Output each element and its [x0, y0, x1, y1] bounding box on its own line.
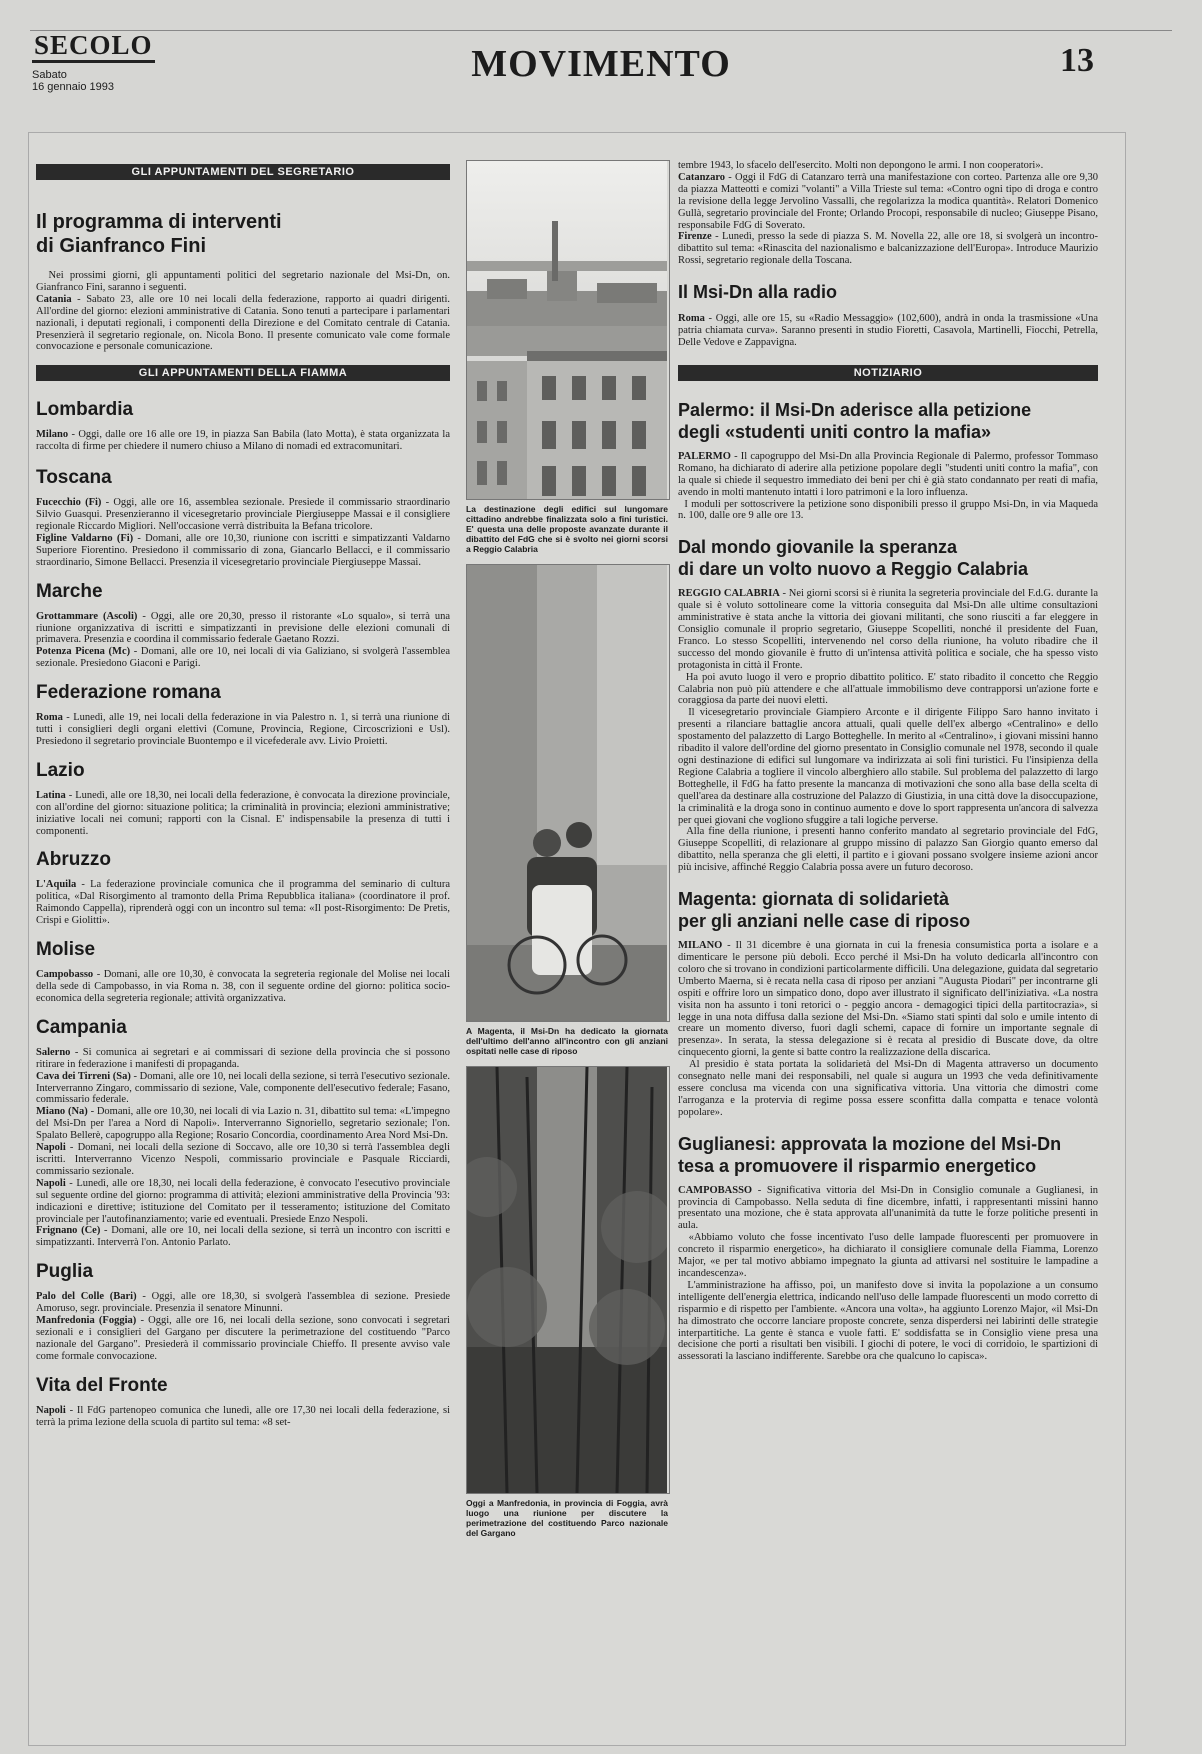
- photo-column: [466, 160, 668, 1538]
- appointment: Catania - Sabato 23, alle ore 10 nei locali della federazione, rapporto ai quadri dirigenti. All'ordine del giorno: elezioni amministrative di Catania. Sono tenuti a partecipare i parlamentari nazionali, i deputati regionali, i componenti della Direzione e del Comitato centrale di Catania. Presenzierà il segretario regionale, on. Nicola Bono. Il presente comunicato vale come formale convocazione e personale comunicazione.: [36, 293, 450, 353]
- section-title: MOVIMENTO: [471, 43, 731, 85]
- article-headline: per gli anziani nelle case di riposo: [678, 911, 971, 932]
- appointment: Campobasso - Domani, alle ore 10,30, è convocata la segreteria regionale del Molise nei locali della sede di Campobasso, in via Roma n. 38, con il seguente ordine del giorno: politica socio-economica della segreteria regionale; attività organizzativa.: [36, 969, 450, 1004]
- appointment: Palo del Colle (Bari) - Oggi, alle ore 18,30, si svolgerà l'assemblea di sezione. Presiede Amoruso, segr. provinciale. Presenzia il senatore Minunni.: [36, 1291, 450, 1315]
- article-headline: degli «studenti uniti contro la mafia»: [678, 421, 992, 442]
- article-title: di Gianfranco Fini: [36, 235, 207, 257]
- article-headline: di dare un volto nuovo a Reggio Calabria: [678, 559, 1029, 580]
- article-headline: tesa a promuovere il risparmio energetico: [678, 1155, 1037, 1176]
- region-heading: Federazione romana: [36, 682, 221, 704]
- region-heading: Toscana: [36, 467, 112, 489]
- article-body: Ha poi avuto luogo il vero e proprio dibattito politico. E' stato ribadito il concetto che Reggio Calabria non può più attendere e che all'attuale immobilismo deve contrapporsi un'azione forte e coraggiosa da parte dei nuovi eletti.: [678, 671, 1098, 707]
- article-body: REGGIO CALABRIA - Nei giorni scorsi si è riunita la segreteria provinciale del F.d.G. durante la quale si è voluto sottolineare come la vittoria conseguita dal Msi-Dn alle ultime consultazioni amministrative è stata anche la vittoria dei giovani militanti, che sono riusciti a far eleggere in Consiglio comunale il proprio segretario, Giuseppe Scopelliti, nonché il presidente del Fuan, Franco. Lo stesso Scopelliti, intervenendo nel corso della riunione, ha voluto ribadire che il successo del mondo giovanile è frutto di un'intensa attività politica e sociale, che ha spesso visto protagonista in città il Fronte.: [678, 588, 1098, 671]
- article-body: MILANO - Il 31 dicembre è una giornata in cui la frenesia consumistica porta a isolare e a dimenticare le persone più deboli. Ecco perché il Msi-Dn ha voluto dedicarla all'incontro con coloro che si trovano in condizioni particolarmente difficili. Una delegazione, guidata dal segretario Umberto Maerna, si è recata nella casa di riposo per anziani "Augusta Piodari" per incontrarne gli ospiti e offrire loro un simpatico dono, dopo aver illustrato il significato dell'iniziativa. «La nostra visita non ha assunto i toni retorici o - peggio ancora - demagogici tipici della partitocrazia», si legge in una nota diffusa dalla sezione del Msi-Dn. «Siamo stati spinti dal solo e umile intento di creare un momento diverso, fuori dagli schemi, capace di fornire un importante segnale di presenza». In serata, la stessa delegazione si è recata al presidio di Buscate dove, da oltre cinquecento giorni, la gente si batte contro la realizzazione della discarica.: [678, 940, 1098, 1059]
- appointment: Frignano (Ce) - Domani, alle ore 10, nei locali della sezione, si terrà un incontro con iscritti e simpatizzanti. Interverrà l'on. Antonio Parlato.: [36, 1225, 450, 1249]
- appointment: Napoli - Il FdG partenopeo comunica che lunedì, alle ore 17,30 nei locali della federazione, si terrà la prima lezione della scuola di partito sul tema: «8 set-: [36, 1404, 450, 1428]
- article-headline: Dal mondo giovanile la speranza: [678, 537, 958, 558]
- region-heading: Vita del Fronte: [36, 1374, 168, 1396]
- article-headline: Guglianesi: approvata la mozione del Msi-Dn: [678, 1133, 1062, 1154]
- appointment: Figline Valdarno (Fi) - Domani, alle ore 10,30, riunione con iscritti e simpatizzanti Valdarno Superiore Fiorentino. Presiedono il commissario di zona, Giancarlo Bellacci, e il commissario straordinario, Simone Bellacci. Presenzia il vicesegretario provinciale Piergiuseppe Massai.: [36, 532, 450, 568]
- article-headline: Palermo: il Msi-Dn aderisce alla petizione: [678, 399, 1032, 420]
- appointment: Catanzaro - Oggi il FdG di Catanzaro terrà una manifestazione con corteo. Partenza alle ore 9,30 da piazza Matteotti e comizi "volanti" a Villa Trieste sul tema: «Contro ogni tipo di droga e contro la revisione della legge Jervolino Vassalli, che regolarizza la modica quantità». Relatori Domenico Gullà, segretario provinciale del Fronte; Orlando Procopi, responsabile di nucleo; Giuseppe Pisano, responsabile FdG di Soverato.: [678, 171, 1098, 231]
- article-body: I moduli per sottoscrivere la petizione sono disponibili presso il gruppo Msi-Dn, in via Maqueda n. 100, dalle ore 9 alle ore 13.: [678, 498, 1099, 522]
- photo-buildings: [466, 160, 670, 500]
- section-bar-notiziario: NOTIZIARIO: [678, 365, 1098, 381]
- right-column: [678, 160, 1098, 1363]
- newspaper-logo: SECOLO: [32, 30, 155, 63]
- region-heading: Marche: [36, 580, 103, 602]
- page-number: 13: [1060, 42, 1094, 79]
- article-body: Roma - Oggi, alle ore 15, su «Radio Messaggio» (102,600), andrà in onda la trasmissione «Una patria chiamata curva». Saranno presenti in studio Fioretti, Casavola, Martinelli, Fiocchi, Petrella, Delle Vedove e Zappavigna.: [678, 313, 1098, 348]
- photo-caption: A Magenta, il Msi-Dn ha dedicato la giornata dell'ultimo dell'anno all'incontro con gli anziani ospitati nelle case di riposo: [466, 1026, 668, 1056]
- article-body: CAMPOBASSO - Significativa vittoria del Msi-Dn in Consiglio comunale a Guglianesi, in provincia di Campobasso. Nella seduta di fine dicembre, infatti, i rappresentanti missini hanno presentato una mozione, che è stata approvata all'unanimità da tutte le forze politiche presenti in aula.: [678, 1184, 1098, 1232]
- article-body: L'amministrazione ha affisso, poi, un manifesto dove si invita la popolazione a un consumo intelligente dell'energia elettrica, indicando nell'uso delle lampade fluorescenti un modo corretto di risparmio e di rispetto per l'ambiente. «Ancora una volta», ha aggiunto Lorenzo Major, «il Msi-Dn ha dimostrato che occorre lanciare proposte concrete, senza disperdersi nei labirinti delle strategie interpartitiche. La gente è stanca e vuole fatti. E' soddisfatta se in Consiglio viene presa una decisione che porti a risultati ben visibili. I giochi di potere, le voci di corridoio, le spartizioni di assessorati la lasciano indifferente. Sarebbe ora che qualcuno lo capisca».: [678, 1279, 1098, 1363]
- article-body: Il vicesegretario provinciale Giampiero Arconte e il dirigente Filippo Saro hanno invitato i presenti a rilanciare battaglie ancora attuali, quali quelle dell'ex albergo «Centralino» e dello spostamento del palazzetto di Largo Botteghelle. In merito al «Centralino», i giovani missini hanno ribadito il valore dell'ordine del giorno presentato in Consiglio comunale nel 1978, secondo il quale ogni destinazione di edifici sul lungomare va indirizzata ai soli fini turistici. Fu l'insipienza della Regione Calabria a togliere il vincolo alberghiero allo stabile. Sul problema del palazzetto di largo Botteghelle, il FdG ha fatto presente la mancanza di motivazioni che sono alla base della scelta di quell'area da destinare alla costruzione del Palazzo di Giustizia, in una città dove la disoccupazione, la criminalità e la droga sono in continuo aumento e dove lo sport rappresenta un'ancora di salvezza per quei giovani che vogliono sfuggire a tali logiche perverse.: [678, 707, 1098, 826]
- article-body: PALERMO - Il capogruppo del Msi-Dn alla Provincia Regionale di Palermo, professor Tommaso Romano, ha dichiarato di aderire alla petizione popolare degli "studenti uniti contro la mafia", con la quale si chiede il sequestro immediato dei beni per chi è già stato condannato per reati di mafia, avendo in molti mantenuto intatti i loro patrimoni e la loro influenza.: [678, 450, 1098, 498]
- appointment: Latina - Lunedì, alle ore 18,30, nei locali della federazione, è convocata la direzione provinciale, con all'ordine del giorno: situazione politica; la criminalità in provincia; elezioni amministrative; iniziative locali nei comuni; rapporti con la Cisnal. E' indispensabile la presenza di tutti i componenti.: [36, 789, 450, 837]
- appointment: L'Aquila - La federazione provinciale comunica che il programma del seminario di cultura politica, «Dal Risorgimento al tramonto della Prima Repubblica italiana» (coordinatore il prof. Raimondo Cappella), riprenderà oggi con un incontro sul tema: «Il post-Risorgimento: De Pretis, Crispi e Giolitti».: [36, 879, 450, 927]
- appointment: Manfredonia (Foggia) - Oggi, alle ore 16, nei locali della sezione, sono convocati i segretari sezionali e i consiglieri del Gargano per discutere la perimetrazione del costituendo "Parco nazionale del Gargano". Presiederà il commissario provinciale Chieffo. Il presente avviso vale come formale convocazione.: [36, 1315, 450, 1362]
- photo-elderly: [466, 564, 670, 1022]
- left-column: [36, 160, 450, 1428]
- photo-forest: [466, 1066, 670, 1494]
- region-heading: Molise: [36, 939, 96, 961]
- region-heading: Puglia: [36, 1261, 94, 1283]
- photo-caption: Oggi a Manfredonia, in provincia di Foggia, avrà luogo una riunione per discutere la perimetrazione del costituendo Parco nazionale del Gargano: [466, 1498, 668, 1538]
- appointment: Milano - Oggi, dalle ore 16 alle ore 19, in piazza San Babila (lato Motta), è stata organizzata la raccolta di firme per chiedere il numero chiuso a Milano di nomadi ed extracomunitari.: [36, 429, 450, 453]
- photo-caption: La destinazione degli edifici sul lungomare cittadino andrebbe finalizzata solo a fini turistici. E' questa una delle proposte avanzate durante il dibattito del FdG che si è svolto nei giorni scorsi a Reggio Calabria: [466, 504, 668, 554]
- appointment: Roma - Lunedì, alle 19, nei locali della federazione in via Palestro n. 1, si terrà una riunione di tutti i consiglieri degli organi elettivi (Comune, Provincia, Regione, Circoscrizioni e Usl). Presiedono il segretario provinciale Buontempo e il vicefederale avv. Livio Proietti.: [36, 712, 450, 747]
- appointment: Grottammare (Ascoli) - Oggi, alle ore 20,30, presso il ristorante «Lo squalo», si terrà una riunione organizzativa di iscritti e simpatizzanti in previsione delle elezioni comunali di primavera. Presenzia e coordina il commissario federale Gaetano Rozzi.: [36, 610, 450, 646]
- article-intro: Nei prossimi giorni, gli appuntamenti politici del segretario nazionale del Msi-Dn, on. Gianfranco Fini, saranno i seguenti.: [36, 270, 451, 293]
- appointment: Firenze - Lunedì, presso la sede di piazza S. M. Novella 22, alle ore 18, si svolgerà un incontro-dibattito sul tema: «Rinascita del nazionalismo e balcanizzazione dell'Europa». Introduce Maurizio Rossi, segretario regionale della Toscana.: [678, 231, 1098, 267]
- appointment: Napoli - Lunedì, alle ore 18,30, nei locali della federazione, è convocato l'esecutivo provinciale sul seguente ordine del giorno: programma di attività; elezioni amministrative della Provincia '93: indicazioni e direttive; istituzione del Comitato per il tesseramento; istituzione del Comitato provinciale per l'autofinanziamento; varie ed eventuali. Presiede Enzo Nespoli.: [36, 1177, 450, 1225]
- section-bar-segretario: GLI APPUNTAMENTI DEL SEGRETARIO: [36, 164, 450, 180]
- article-title: Il programma di interventi: [36, 211, 282, 233]
- article-body: Alla fine della riunione, i presenti hanno conferito mandato al segretario provinciale del FdG, Giuseppe Scopelliti, di relazionare al gruppo missino di palazzo San Giorgio quanto emerso dal dibattito, nella speranza che gli eletti, il partito e i giovani possano svolgere insieme azioni ancor più incisive, affinché Reggio Calabria possa avere un futuro decoroso.: [678, 826, 1098, 874]
- article-headline: Magenta: giornata di solidarietà: [678, 889, 950, 910]
- top-rule: [30, 30, 1172, 31]
- region-heading: Lombardia: [36, 399, 134, 421]
- appointment: Napoli - Domani, nei locali della sezione di Soccavo, alle ore 10,30 si terrà l'assemblea degli iscritti. Interverranno Vicenzo Nespoli, commissario provinciale e Pasquale Ricciardi, commissario sezionale.: [36, 1142, 450, 1177]
- region-heading: Lazio: [36, 759, 85, 781]
- appointment: Miano (Na) - Domani, alle ore 10,30, nei locali di via Lazio n. 31, dibattito sul tema: «L'impegno del Msi-Dn per l'area a Nord di Napoli». Interverranno Signoriello, segretario sezionale; l'on. Spalato Bellerè, capogruppo alla Regione; Rosario Concordia, coordinamento Area Nord Msi-Dn.: [36, 1106, 450, 1142]
- article-body: Al presidio è stata portata la solidarietà del Msi-Dn di Magenta attraverso un documento consegnato nelle mani dei responsabili, nel quale si augura un 1993 che veda definitivamente essere conclusa ma vicenda con una significativa vittoria. Una vittoria che dimostri come l'arroganza e la protervia di regime possa essere sconfitta dalla compatta e tenace volontà popolare».: [678, 1059, 1099, 1118]
- section-bar-fiamma: GLI APPUNTAMENTI DELLA FIAMMA: [36, 365, 450, 381]
- article-headline: Il Msi-Dn alla radio: [678, 282, 838, 303]
- appointment: Potenza Picena (Mc) - Domani, alle ore 10, nei locali di via Galiziano, si svolgerà l'assemblea sezionale. Presiedono Giaconi e Parigi.: [36, 646, 450, 670]
- appointment: Fucecchio (Fi) - Oggi, alle ore 16, assemblea sezionale. Presiede il commissario straordinario Silvio Guasqui. Presenzieranno il vicesegretario provinciale Piergiuseppe Massai e il consigliere regionale Riccardo Migliori. Nell'occasione verrà distribuita la Befana tricolore.: [36, 497, 451, 532]
- continued-text: tembre 1943, lo sfacelo dell'esercito. Molti non depongono le armi. I non cooperatori».: [678, 160, 1044, 171]
- region-heading: Campania: [36, 1016, 127, 1038]
- appointment: Salerno - Si comunica ai segretari e ai commissari di sezione della provincia che si possono ritirare in federazione i manifesti di propaganda.: [36, 1046, 450, 1070]
- article-body: «Abbiamo voluto che fosse incentivato l'uso delle lampade fluorescenti per promuovere in concreto il risparmio energetico», ha dichiarato il consigliere comunale della Fiamma, Lorenzo Major, «e per tal motivo abbiamo impegnato la giunta ad attivarsi nel sostituire le lampadine a incandescenza».: [678, 1232, 1099, 1279]
- issue-date: Sabato 16 gennaio 1993: [32, 69, 114, 93]
- appointment: Cava dei Tirreni (Sa) - Domani, alle ore 10, nei locali della sezione, si terrà l'esecutivo sezionale. Interverranno Zingaro, commissario di sezione, Vale, componente dell'esecutivo federale; Fasano, commissario federale.: [36, 1070, 450, 1106]
- region-heading: Abruzzo: [36, 849, 111, 871]
